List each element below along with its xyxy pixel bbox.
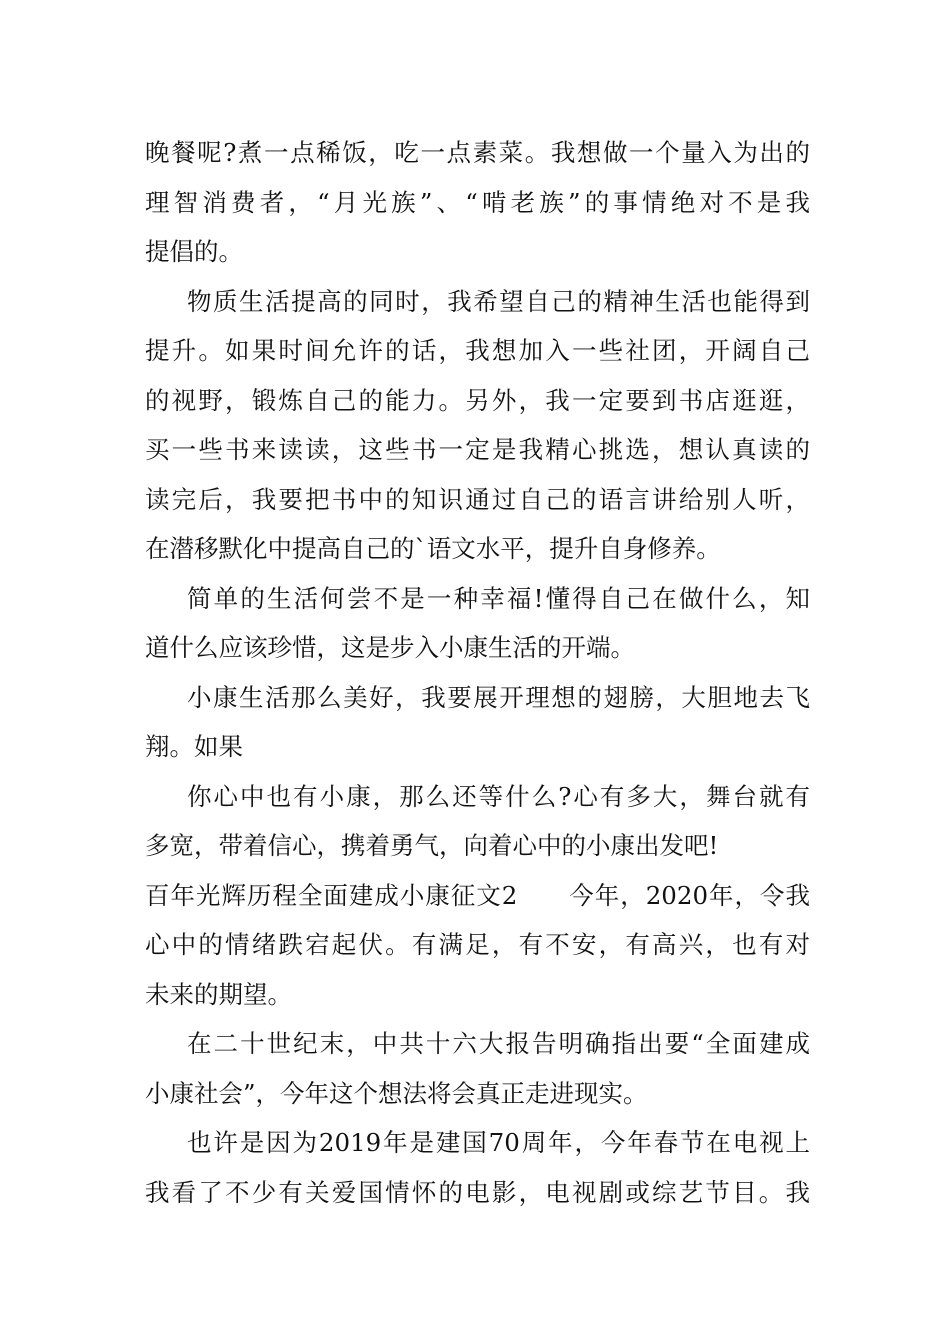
text-line: 买一些书来读读，这些书一定是我精心挑选，想认真读的	[145, 435, 810, 464]
text-line: 在二十世纪末，中共十六大报告明确指出要“全面建成	[187, 1029, 810, 1058]
text-line: 小康社会”，今年这个想法将会真正走进现实。	[145, 1078, 648, 1108]
text-line: 读完后，我要把书中的知识通过自己的语言讲给别人听，	[145, 484, 810, 514]
text-line: 心中的情绪跌宕起伏。有满足，有不安，有高兴，也有对	[145, 930, 810, 959]
section-heading-line: 百年光辉历程全面建成小康征文2 今年，2020年，令我	[145, 880, 810, 910]
text-line: 翔。如果	[145, 732, 243, 761]
text-line: 在潜移默化中提高自己的`语文水平，提升自身修养。	[145, 534, 721, 563]
text-line: 小康生活那么美好，我要展开理想的翅膀，大胆地去飞	[187, 682, 810, 712]
text-line: 晚餐呢?煮一点稀饭，吃一点素菜。我想做一个量入为出的	[145, 138, 810, 167]
text-line: 简单的生活何尝不是一种幸福!懂得自己在做什么，知	[187, 583, 810, 613]
text-line: 我看了不少有关爱国情怀的电影，电视剧或综艺节目。我	[145, 1177, 810, 1207]
text-line: 也许是因为2019年是建国70周年，今年春节在电视上	[187, 1128, 810, 1157]
text-line: 道什么应该珍惜，这是步入小康生活的开端。	[145, 633, 635, 662]
document-body	[145, 128, 810, 1217]
text-line: 物质生活提高的同时，我希望自己的精神生活也能得到	[187, 286, 810, 316]
text-line: 理智消费者，“月光族”、“啃老族”的事情绝对不是我	[145, 187, 810, 217]
text-line: 你心中也有小康，那么还等什么?心有多大，舞台就有	[187, 781, 810, 811]
text-line: 未来的期望。	[145, 979, 292, 1009]
text-line: 提倡的。	[145, 237, 243, 266]
text-line: 的视野，锻炼自己的能力。另外，我一定要到书店逛逛，	[145, 385, 810, 415]
text-line: 提升。如果时间允许的话，我想加入一些社团，开阔自己	[145, 336, 810, 365]
text-line: 多宽，带着信心，携着勇气，向着心中的小康出发吧!	[145, 831, 719, 860]
